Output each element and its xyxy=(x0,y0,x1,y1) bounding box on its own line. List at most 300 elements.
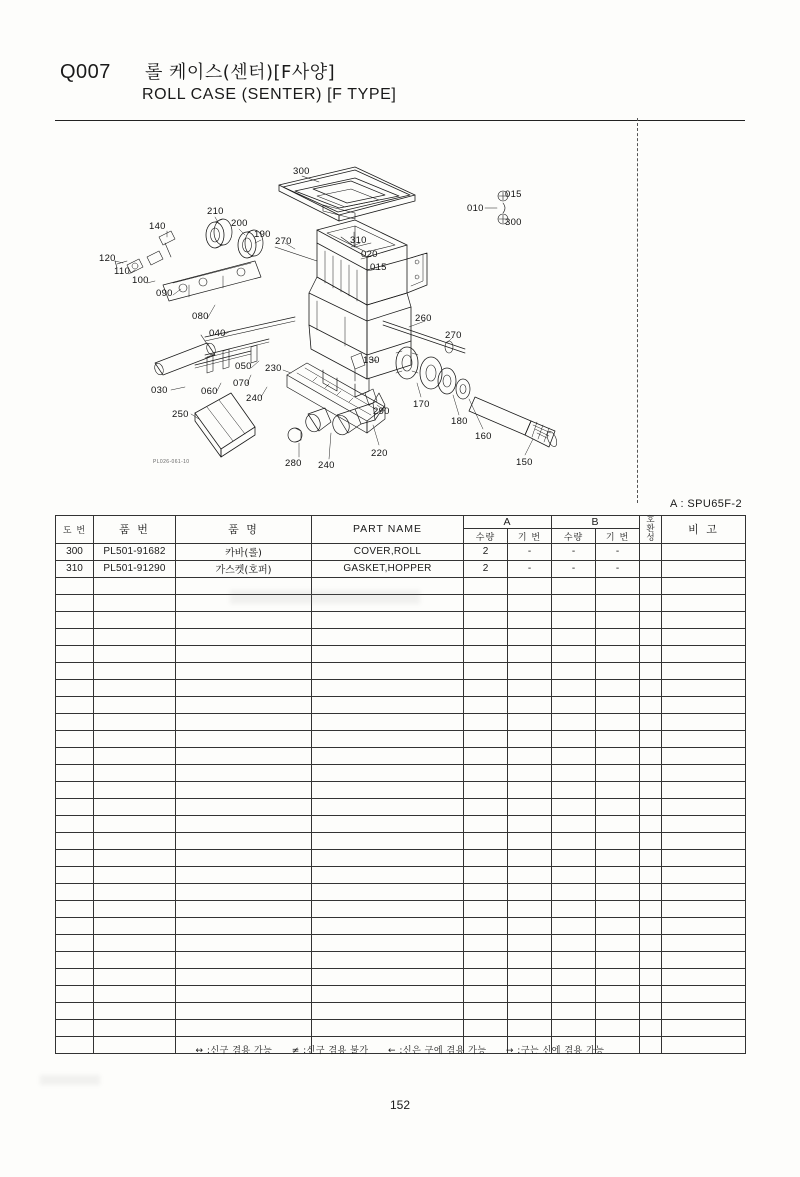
table-row-empty[interactable] xyxy=(56,968,746,985)
callout: 090 xyxy=(156,288,173,299)
legend-item: ≠ :신구 겸용 불가 xyxy=(291,1046,369,1056)
callout: 170 xyxy=(413,399,430,410)
cell-empty xyxy=(662,730,746,747)
callout: 270 xyxy=(275,236,292,247)
cell-empty xyxy=(176,577,312,594)
cell-name-en: GASKET,HOPPER xyxy=(312,560,464,577)
cell-empty xyxy=(640,594,662,611)
drawing-code: PL026-061-10 xyxy=(153,459,190,465)
cell-empty xyxy=(596,866,640,883)
cell-empty xyxy=(56,611,94,628)
cell-empty xyxy=(464,1002,508,1019)
cell-empty xyxy=(464,611,508,628)
cell-empty xyxy=(596,781,640,798)
cell-empty xyxy=(464,849,508,866)
cell-empty xyxy=(640,798,662,815)
cell-empty xyxy=(312,645,464,662)
cell-empty xyxy=(552,594,596,611)
cell-empty xyxy=(94,951,176,968)
cell-b-symbol: - xyxy=(596,543,640,560)
callout: 200 xyxy=(231,218,248,229)
cell-empty xyxy=(640,951,662,968)
cell-empty xyxy=(176,662,312,679)
cell-empty xyxy=(312,849,464,866)
table-row-empty[interactable] xyxy=(56,1019,746,1036)
cell-empty xyxy=(508,866,552,883)
cell-empty xyxy=(94,1002,176,1019)
cell-part-no: PL501-91290 xyxy=(94,560,176,577)
table-row-empty[interactable] xyxy=(56,764,746,781)
cell-empty xyxy=(640,696,662,713)
cell-empty xyxy=(552,849,596,866)
cell-empty xyxy=(312,747,464,764)
callout: 310 xyxy=(350,235,367,246)
cell-empty xyxy=(552,866,596,883)
cell-empty xyxy=(508,577,552,594)
cell-a-symbol: - xyxy=(508,543,552,560)
cell-empty xyxy=(312,611,464,628)
cell-empty xyxy=(464,968,508,985)
part-230-roll-assembly xyxy=(287,363,385,433)
cell-empty xyxy=(94,611,176,628)
callout: 120 xyxy=(99,253,116,264)
cell-empty xyxy=(312,662,464,679)
cell-empty xyxy=(552,968,596,985)
cell-empty xyxy=(596,815,640,832)
parts-table-wrapper xyxy=(55,515,745,1060)
th-remarks: 비 고 xyxy=(662,516,746,544)
callout: 060 xyxy=(201,386,218,397)
cell-empty xyxy=(176,900,312,917)
cell-empty xyxy=(640,917,662,934)
cell-empty xyxy=(56,815,94,832)
cell-empty xyxy=(640,849,662,866)
variant-note: A : SPU65F-2 xyxy=(669,498,742,510)
legend-item: ← :신은 구에 겸용 가능 xyxy=(387,1046,487,1056)
table-row-empty[interactable] xyxy=(56,1002,746,1019)
cell-empty xyxy=(662,781,746,798)
cell-empty xyxy=(508,951,552,968)
cell-empty xyxy=(176,594,312,611)
cell-empty xyxy=(312,679,464,696)
table-row-empty[interactable] xyxy=(56,798,746,815)
cell-empty xyxy=(56,849,94,866)
table-row-empty[interactable] xyxy=(56,696,746,713)
cell-empty xyxy=(56,866,94,883)
cell-ref-no: 300 xyxy=(56,543,94,560)
cell-empty xyxy=(94,662,176,679)
parts-table-body xyxy=(56,543,746,1053)
cell-empty xyxy=(596,917,640,934)
cell-empty xyxy=(56,764,94,781)
header-divider xyxy=(55,120,745,121)
cell-empty xyxy=(56,1019,94,1036)
cell-empty xyxy=(94,849,176,866)
part-030-tube xyxy=(153,342,217,376)
cell-empty xyxy=(176,713,312,730)
cell-empty xyxy=(312,985,464,1002)
table-row-empty[interactable] xyxy=(56,577,746,594)
cell-empty xyxy=(94,883,176,900)
th-a-qty: 수량 xyxy=(464,529,508,543)
cell-empty xyxy=(312,917,464,934)
callout: 210 xyxy=(207,206,224,217)
cell-empty xyxy=(662,900,746,917)
cell-empty xyxy=(56,951,94,968)
cell-empty xyxy=(662,985,746,1002)
cell-remarks xyxy=(662,560,746,577)
cell-a-symbol: - xyxy=(508,560,552,577)
cell-empty xyxy=(94,577,176,594)
callout: 300 xyxy=(505,217,522,228)
cell-empty xyxy=(596,577,640,594)
cell-empty xyxy=(640,815,662,832)
cell-empty xyxy=(640,679,662,696)
cell-empty xyxy=(508,968,552,985)
cell-empty xyxy=(176,645,312,662)
cell-empty xyxy=(508,832,552,849)
cell-empty xyxy=(508,815,552,832)
cell-empty xyxy=(464,764,508,781)
legend-item: ↔ :신구 겸용 가능 xyxy=(195,1046,273,1056)
cell-empty xyxy=(508,645,552,662)
cell-empty xyxy=(94,832,176,849)
section-title-korean: 롤 케이스(센터)[F사양] xyxy=(144,62,336,83)
cell-empty xyxy=(508,628,552,645)
cell-empty xyxy=(508,696,552,713)
cell-empty xyxy=(552,611,596,628)
cell-empty xyxy=(464,696,508,713)
cell-empty xyxy=(596,679,640,696)
table-row-empty[interactable] xyxy=(56,883,746,900)
th-group-a: A xyxy=(464,516,552,529)
cell-empty xyxy=(596,1019,640,1036)
cell-empty xyxy=(508,679,552,696)
cell-empty xyxy=(94,628,176,645)
cell-empty xyxy=(176,1019,312,1036)
cell-empty xyxy=(176,968,312,985)
cell-empty xyxy=(176,747,312,764)
cell-empty xyxy=(662,1019,746,1036)
cell-part-no: PL501-91682 xyxy=(94,543,176,560)
cell-empty xyxy=(312,934,464,951)
page-header xyxy=(60,58,760,104)
table-row[interactable] xyxy=(56,543,746,560)
cell-empty xyxy=(640,866,662,883)
cell-empty xyxy=(640,883,662,900)
cell-empty xyxy=(464,917,508,934)
cell-empty xyxy=(662,866,746,883)
callout: 280 xyxy=(285,458,302,469)
cell-empty xyxy=(94,934,176,951)
cell-empty xyxy=(94,713,176,730)
table-row-empty[interactable] xyxy=(56,781,746,798)
cell-empty xyxy=(464,832,508,849)
callout: 150 xyxy=(516,457,533,468)
cell-empty xyxy=(464,866,508,883)
cell-empty xyxy=(508,662,552,679)
cell-empty xyxy=(176,764,312,781)
cell-empty xyxy=(94,747,176,764)
cell-empty xyxy=(508,764,552,781)
cell-empty xyxy=(176,849,312,866)
cell-empty xyxy=(552,1019,596,1036)
table-row-empty[interactable] xyxy=(56,985,746,1002)
table-row-empty[interactable] xyxy=(56,900,746,917)
cell-empty xyxy=(176,611,312,628)
th-name-en: PART NAME xyxy=(312,516,464,544)
cell-b-qty: - xyxy=(552,560,596,577)
cell-name-ko: 카바(롤) xyxy=(176,543,312,560)
cell-empty xyxy=(464,730,508,747)
cell-empty xyxy=(640,747,662,764)
cell-empty xyxy=(464,628,508,645)
table-row-empty[interactable] xyxy=(56,815,746,832)
cell-empty xyxy=(640,577,662,594)
cell-empty xyxy=(596,883,640,900)
cell-empty xyxy=(552,679,596,696)
cell-empty xyxy=(662,679,746,696)
cell-empty xyxy=(552,1002,596,1019)
cell-empty xyxy=(640,900,662,917)
cell-empty xyxy=(94,594,176,611)
table-row-empty[interactable] xyxy=(56,679,746,696)
callout: 015 xyxy=(505,189,522,200)
cell-empty xyxy=(596,764,640,781)
cell-empty xyxy=(508,849,552,866)
cell-empty xyxy=(596,832,640,849)
cell-empty xyxy=(56,645,94,662)
cell-empty xyxy=(508,730,552,747)
cell-empty xyxy=(176,985,312,1002)
cell-empty xyxy=(56,577,94,594)
table-row-empty[interactable] xyxy=(56,866,746,883)
table-row-empty[interactable] xyxy=(56,747,746,764)
cell-empty xyxy=(312,730,464,747)
table-row-empty[interactable] xyxy=(56,628,746,645)
th-ref-no: 도 번 xyxy=(56,516,94,544)
table-row-empty[interactable] xyxy=(56,832,746,849)
cell-empty xyxy=(596,1002,640,1019)
th-part-no: 품 번 xyxy=(94,516,176,544)
cell-empty xyxy=(176,815,312,832)
cell-empty xyxy=(94,968,176,985)
callout: 080 xyxy=(192,311,209,322)
table-row-empty[interactable] xyxy=(56,730,746,747)
cell-empty xyxy=(662,764,746,781)
cell-empty xyxy=(56,781,94,798)
callout: 230 xyxy=(265,363,282,374)
cell-empty xyxy=(176,951,312,968)
cell-empty xyxy=(312,713,464,730)
cell-empty xyxy=(312,628,464,645)
cell-empty xyxy=(94,764,176,781)
cell-empty xyxy=(662,645,746,662)
table-row-empty[interactable] xyxy=(56,934,746,951)
table-row-empty[interactable] xyxy=(56,611,746,628)
cell-empty xyxy=(94,900,176,917)
cell-empty xyxy=(464,798,508,815)
callout: 140 xyxy=(149,221,166,232)
cell-empty xyxy=(662,747,746,764)
cell-empty xyxy=(508,611,552,628)
cell-empty xyxy=(176,866,312,883)
cell-empty xyxy=(56,900,94,917)
cell-empty xyxy=(662,951,746,968)
table-row-empty[interactable] xyxy=(56,594,746,611)
cell-empty xyxy=(508,594,552,611)
cell-name-ko: 가스켓(호퍼) xyxy=(176,560,312,577)
table-header-row-1 xyxy=(56,516,746,529)
cell-empty xyxy=(464,883,508,900)
cell-empty xyxy=(312,968,464,985)
cell-empty xyxy=(552,951,596,968)
cell-empty xyxy=(464,645,508,662)
cell-empty xyxy=(508,883,552,900)
cell-empty xyxy=(176,798,312,815)
callout: 160 xyxy=(475,431,492,442)
callout: 050 xyxy=(235,361,252,372)
cell-empty xyxy=(640,628,662,645)
cell-empty xyxy=(508,900,552,917)
table-row-empty[interactable] xyxy=(56,849,746,866)
th-a-symbol: 기 번 xyxy=(508,529,552,543)
table-row-empty[interactable] xyxy=(56,713,746,730)
callout: 240 xyxy=(246,393,263,404)
cell-empty xyxy=(508,985,552,1002)
cell-empty xyxy=(464,815,508,832)
cell-empty xyxy=(464,985,508,1002)
cell-empty xyxy=(508,781,552,798)
th-b-qty: 수량 xyxy=(552,529,596,543)
cell-a-qty: 2 xyxy=(464,543,508,560)
cell-empty xyxy=(508,798,552,815)
cell-empty xyxy=(312,781,464,798)
cell-empty xyxy=(94,645,176,662)
cell-empty xyxy=(176,628,312,645)
cell-empty xyxy=(94,917,176,934)
cell-empty xyxy=(552,645,596,662)
cell-empty xyxy=(176,781,312,798)
cell-empty xyxy=(56,679,94,696)
cell-empty xyxy=(552,764,596,781)
cell-empty xyxy=(176,934,312,951)
cell-b-qty: - xyxy=(552,543,596,560)
cell-empty xyxy=(94,730,176,747)
legend-item: → :구는 신에 겸용 가능 xyxy=(505,1046,605,1056)
cell-empty xyxy=(56,798,94,815)
table-row-empty[interactable] xyxy=(56,951,746,968)
cell-empty xyxy=(312,815,464,832)
cell-empty xyxy=(552,934,596,951)
cell-empty xyxy=(640,764,662,781)
cell-empty xyxy=(662,628,746,645)
cell-empty xyxy=(176,883,312,900)
cell-empty xyxy=(552,917,596,934)
cell-empty xyxy=(662,577,746,594)
cell-empty xyxy=(662,696,746,713)
cell-empty xyxy=(552,730,596,747)
cell-empty xyxy=(508,1002,552,1019)
callout: 190 xyxy=(254,229,271,240)
callout: 290 xyxy=(373,406,390,417)
cell-empty xyxy=(640,611,662,628)
cell-empty xyxy=(552,713,596,730)
cell-empty xyxy=(552,900,596,917)
table-row[interactable] xyxy=(56,560,746,577)
part-main-roll-case xyxy=(288,220,427,442)
cell-empty xyxy=(596,747,640,764)
callout: 110 xyxy=(114,266,131,277)
cell-empty xyxy=(596,662,640,679)
th-b-symbol: 기 번 xyxy=(596,529,640,543)
callout: 270 xyxy=(445,330,462,341)
table-row-empty[interactable] xyxy=(56,662,746,679)
cell-empty xyxy=(176,696,312,713)
page-number: 152 xyxy=(389,1098,411,1112)
cell-interchange xyxy=(640,560,662,577)
cell-empty xyxy=(552,662,596,679)
callout: 030 xyxy=(151,385,168,396)
callout: 040 xyxy=(209,328,226,339)
part-170-180-gears xyxy=(396,347,470,399)
cell-empty xyxy=(662,798,746,815)
cell-empty xyxy=(640,730,662,747)
callout: 020 xyxy=(361,249,378,260)
cell-empty xyxy=(662,1002,746,1019)
cell-empty xyxy=(56,985,94,1002)
cell-empty xyxy=(464,747,508,764)
cell-empty xyxy=(596,594,640,611)
cell-empty xyxy=(596,713,640,730)
cell-empty xyxy=(640,781,662,798)
callout: 015 xyxy=(370,262,387,273)
cell-empty xyxy=(464,781,508,798)
exploded-diagram xyxy=(55,125,745,500)
cell-empty xyxy=(312,951,464,968)
cell-empty xyxy=(640,662,662,679)
cell-empty xyxy=(56,934,94,951)
cell-empty xyxy=(464,577,508,594)
section-code: Q007 xyxy=(60,61,111,83)
cell-empty xyxy=(56,883,94,900)
cell-empty xyxy=(640,713,662,730)
cell-empty xyxy=(596,628,640,645)
cell-empty xyxy=(312,900,464,917)
cell-empty xyxy=(662,934,746,951)
cell-empty xyxy=(596,730,640,747)
cell-empty xyxy=(464,900,508,917)
cell-empty xyxy=(94,679,176,696)
callout: 010 xyxy=(467,203,484,214)
parts-table xyxy=(55,515,746,1054)
cell-empty xyxy=(464,1019,508,1036)
cell-empty xyxy=(94,815,176,832)
cell-empty xyxy=(596,951,640,968)
table-row-empty[interactable] xyxy=(56,917,746,934)
cell-empty xyxy=(56,662,94,679)
cell-empty xyxy=(94,1019,176,1036)
cell-empty xyxy=(94,866,176,883)
cell-empty xyxy=(596,934,640,951)
cell-empty xyxy=(662,662,746,679)
cell-empty xyxy=(56,832,94,849)
cell-empty xyxy=(662,594,746,611)
table-row-empty[interactable] xyxy=(56,645,746,662)
legend xyxy=(55,1043,745,1056)
cell-empty xyxy=(176,730,312,747)
cell-empty xyxy=(640,968,662,985)
